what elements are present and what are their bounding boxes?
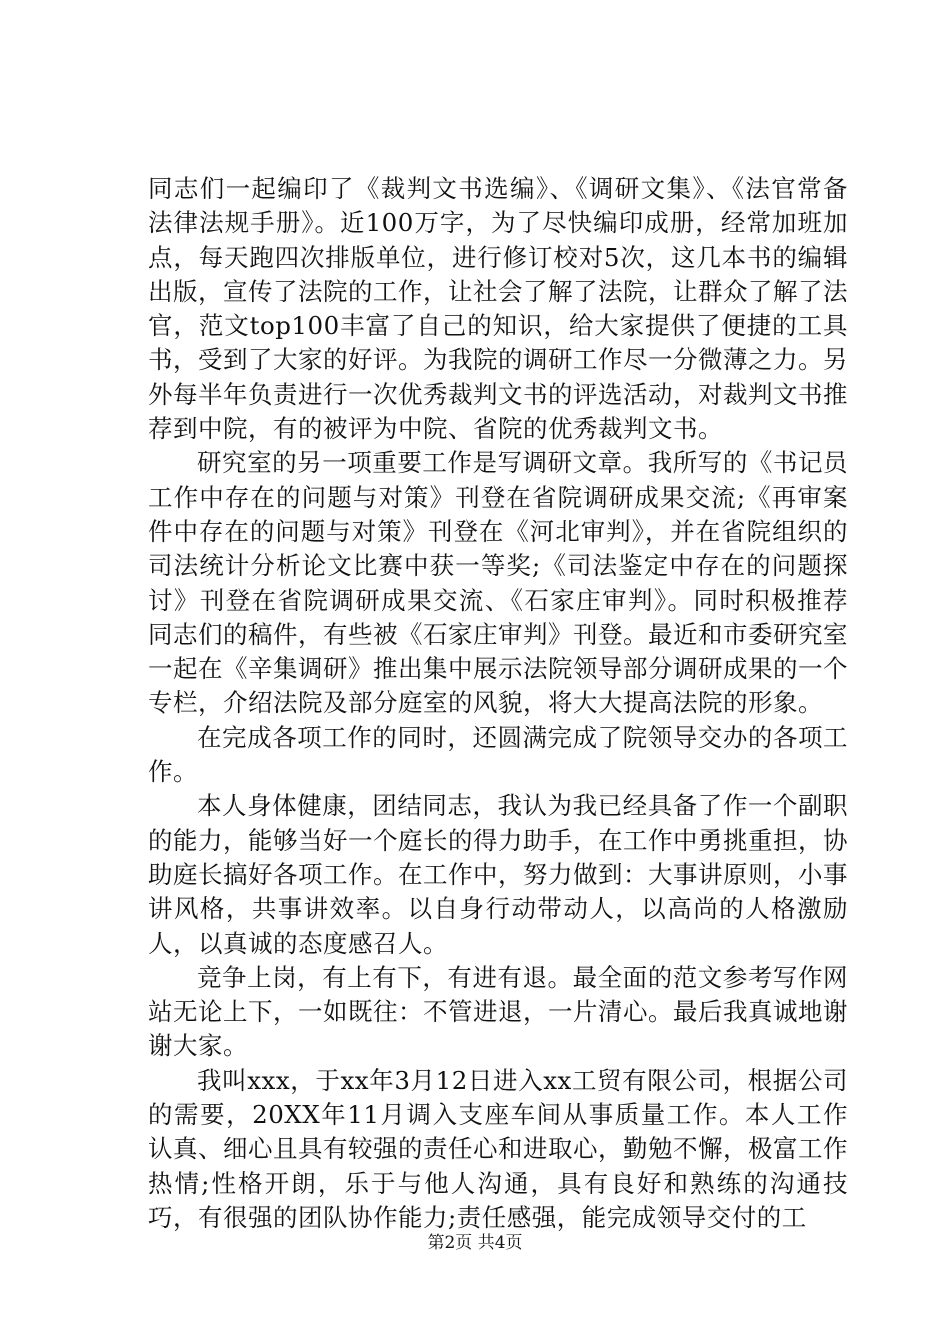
paragraph-2: 研究室的另一项重要工作是写调研文章。我所写的《书记员工作中存在的问题与对策》刊登在省院调研成果交流;《再审案件中存在的问题与对策》刊登在《河北审判》，并在省院组织的司法统计分析论文比赛中获一等奖;《司法鉴定中存在的问题探讨》刊登在省院调研成果交流、《石家庄审判》。同时积极推荐同志们的稿件，有些被《石家庄审判》刊登。最近和市委研究室一起在《辛集调研》推出集中展示法院领导部分调研成果的一个专栏，介绍法院及部分庭室的风貌，将大大提高法院的形象。 <box>148 448 848 718</box>
paragraph-3: 在完成各项工作的同时，还圆满完成了院领导交办的各项工作。 <box>148 722 848 787</box>
paragraph-4: 本人身体健康，团结同志，我认为我已经具备了作一个副职的能力，能够当好一个庭长的得力助手，在工作中勇挑重担，协助庭长搞好各项工作。在工作中，努力做到：大事讲原则，小事讲风格，共事讲效率。以自身行动带动人，以高尚的人格激励人，以真诚的态度感召人。 <box>148 791 848 958</box>
document-body <box>148 172 848 1235</box>
paragraph-6: 我叫xxx，于xx年3月12日进入xx工贸有限公司，根据公司的需要，20XX年11月调入支座车间从事质量工作。本人工作认真、细心且具有较强的责任心和进取心，勤勉不懈，极富工作热情;性格开朗，乐于与他人沟通，具有良好和熟练的沟通技巧，有很强的团队协作能力;责任感强，能完成领导交付的工 <box>148 1065 848 1232</box>
paragraph-5: 竞争上岗，有上有下，有进有退。最全面的范文参考写作网站无论上下，一如既往：不管进退，一片清心。最后我真诚地谢谢大家。 <box>148 962 848 1061</box>
page-footer: 第2页 共4页 <box>427 1233 523 1253</box>
paragraph-1: 同志们一起编印了《裁判文书选编》、《调研文集》、《法官常备法律法规手册》。近100万字，为了尽快编印成册，经常加班加点，每天跑四次排版单位，进行修订校对5次，这几本书的编辑出版，宣传了法院的工作，让社会了解了法院，让群众了解了法官，范文top100丰富了自己的知识，给大家提供了便捷的工具书，受到了大家的好评。为我院的调研工作尽一分微薄之力。另外每半年负责进行一次优秀裁判文书的评选活动，对裁判文书推荐到中院，有的被评为中院、省院的优秀裁判文书。 <box>148 174 848 444</box>
